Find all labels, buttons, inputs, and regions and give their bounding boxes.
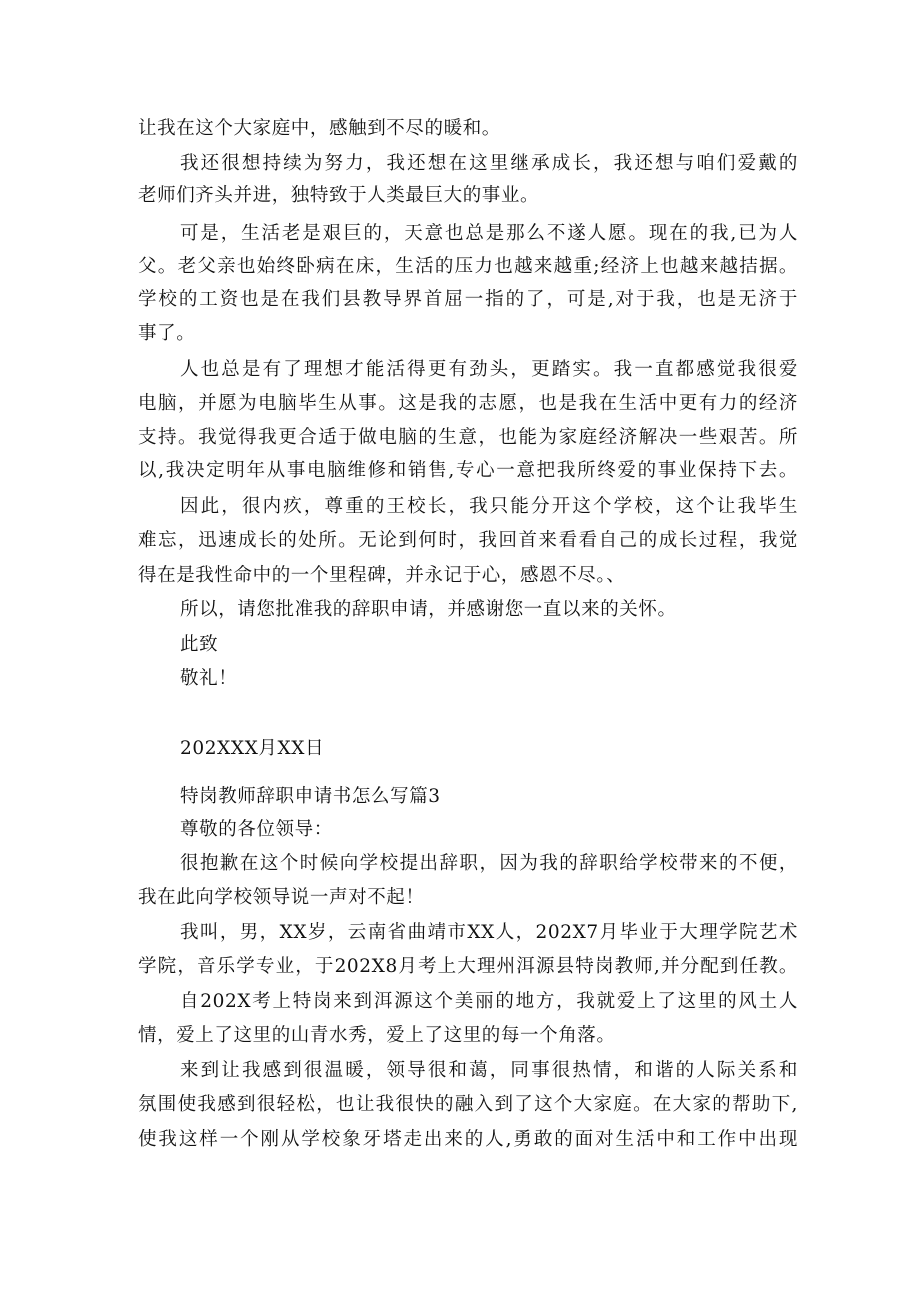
closing-line: 敬礼！ — [180, 668, 238, 689]
text-line: 支持。我觉得我更合适于做电脑的生意，也能为家庭经济解决一些艰苦。所 — [138, 427, 798, 448]
text-line: 所以，请您批准我的辞职申请，并感谢您一直以来的关怀。 — [180, 599, 677, 620]
text-line: 我还很想持续为努力，我还想在这里继承成长，我还想与咱们爱戴的 — [180, 153, 798, 174]
text-line: 让我在这个大家庭中，感触到不尽的暖和。 — [138, 118, 501, 139]
text-line: 老师们齐头并进，独特致于人类最巨大的事业。 — [138, 185, 540, 206]
text-line: 事了。 — [138, 323, 196, 344]
text-line: 使我这样一个刚从学校象牙塔走出来的人,勇敢的面对生活中和工作中出现 — [138, 1129, 798, 1150]
text-line: 自202X考上特岗来到洱源这个美丽的地方，我就爱上了这里的风土人 — [180, 991, 798, 1012]
text-line: 难忘，迅速成长的处所。无论到何时，我回首来看看自己的成长过程，我觉 — [138, 530, 798, 551]
text-line: 电脑，并愿为电脑毕生从事。这是我的志愿，也是我在生活中更有力的经济 — [138, 393, 798, 414]
date-line: 202XXX月XX日 — [180, 738, 325, 759]
text-line: 人也总是有了理想才能活得更有劲头，更踏实。我一直都感觉我很爱 — [180, 359, 798, 380]
text-line: 我叫，男，XX岁，云南省曲靖市XX人，202X7月毕业于大理学院艺术 — [180, 922, 798, 943]
text-line: 来到让我感到很温暖，领导很和蔼，同事很热情，和谐的人际关系和 — [180, 1060, 798, 1081]
text-line: 很抱歉在这个时候向学校提出辞职，因为我的辞职给学校带来的不便， — [180, 853, 798, 874]
salutation: 尊敬的各位领导： — [180, 819, 333, 840]
text-line: 学院，音乐学专业，于202X8月考上大理州洱源县特岗教师,并分配到任教。 — [138, 956, 798, 977]
text-line: 我在此向学校领导说一声对不起！ — [138, 887, 425, 908]
closing-line: 此致 — [180, 634, 219, 655]
text-line: 情，爱上了这里的山青水秀，爱上了这里的每一个角落。 — [138, 1025, 616, 1046]
text-line: 父。老父亲也始终卧病在床，生活的压力也越来越重;经济上也越来越拮据。 — [138, 256, 798, 277]
text-line: 可是，生活老是艰巨的，天意也总是那么不遂人愿。现在的我,已为人 — [180, 223, 798, 244]
text-line: 氛围使我感到很轻松，也让我很快的融入到了这个大家庭。在大家的帮助下, — [138, 1094, 798, 1115]
text-line: 得在是我性命中的一个里程碑，并永记于心，感恩不尽。、 — [138, 565, 626, 586]
text-line: 因此，很内疚，尊重的王校长，我只能分开这个学校，这个让我毕生 — [180, 496, 798, 517]
section-heading: 特岗教师辞职申请书怎么写篇3 — [180, 786, 441, 807]
text-line: 以,我决定明年从事电脑维修和销售,专心一意把我所终爱的事业保持下去。 — [138, 460, 798, 481]
text-line: 学校的工资也是在我们县教导界首屈一指的了，可是,对于我，也是无济于 — [138, 289, 798, 310]
